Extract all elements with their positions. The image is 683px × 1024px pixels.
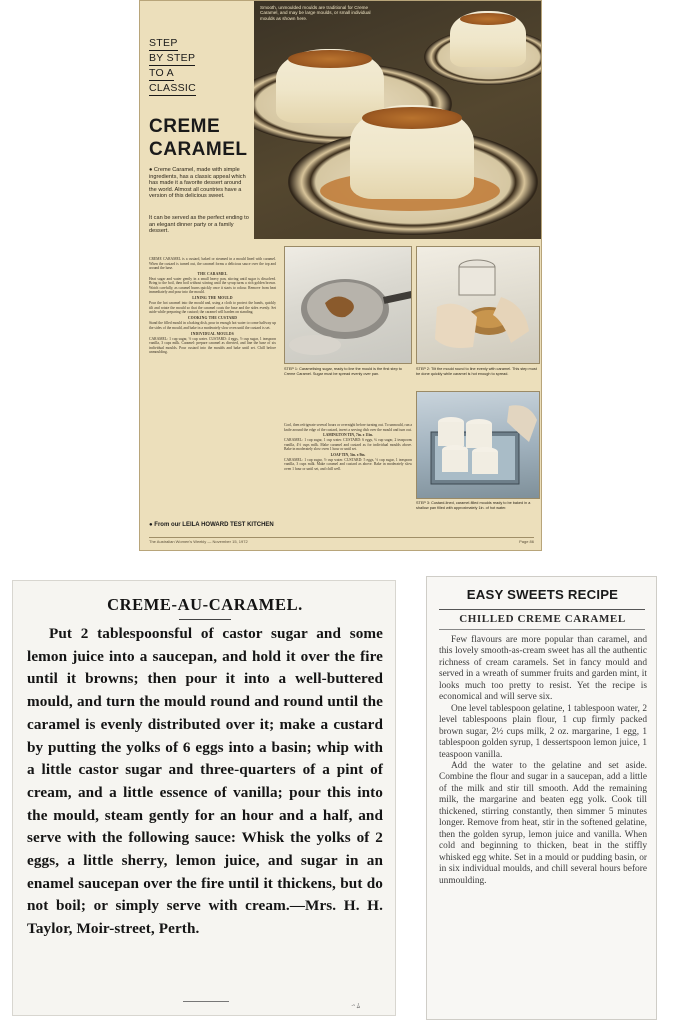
clipping-paragraph: One level tablespoon gelatine, 1 tablespoon water, 2 level tablespoons plain flour, 1 cup firmly packed brown sugar, 2½ cups milk, 2 oz. margarine, 1 egg, 1 tablespoon golden syrup, 1 dessertspoon lemon juice, 1 teaspoon vanilla.	[439, 703, 647, 760]
recipe-text: Heat sugar and water gently in a small heavy pan, stirring until sugar is dissolved. Bring to the boil, then boil without stirring until the syrup turns a rich golden brown. Watch carefully, as caramel burns quickly once it starts to colour. Remove from heat immediately and pour into the mould.	[149, 276, 276, 295]
recipe-text: Cool, then refrigerate several hours or overnight before turning out. To unmould, run a knife around the edge of the custard, invert a serving dish over the mould and turn out.	[284, 423, 412, 432]
step1-photo	[284, 246, 412, 364]
step2-caption: STEP 2: Tilt the mould round to line evenly with caramel. This step must be done quickly while caramel is hot enough to spread.	[416, 367, 537, 376]
magazine-footer	[149, 537, 534, 545]
recipe-subheading: LAMINGTON TIN, 7in. x 11in.	[323, 433, 373, 437]
newspaper-clipping-easy-sweets	[426, 576, 657, 1020]
title-line: CARAMEL	[149, 139, 248, 160]
step-heading-line: TO A	[149, 67, 174, 79]
page-number: Page 86	[519, 539, 534, 544]
step-by-step-heading	[149, 37, 249, 97]
creme-caramel-hero-photo	[254, 1, 542, 239]
title-divider	[439, 609, 645, 610]
recipe-subheading: INDIVIDUAL MOULDS	[190, 331, 235, 336]
newspaper-clipping-creme-au-caramel	[12, 580, 396, 1016]
recipe-text: Stand the filled mould in a baking dish, pour in enough hot water to come halfway up the sides of the mould, and bake in a moderately slow oven until the custard is set.	[149, 321, 276, 330]
recipe-subheading: COOKING THE CUSTARD	[187, 316, 238, 321]
caramel-top-back-left	[288, 50, 372, 68]
step3-photo	[416, 391, 540, 499]
recipe-text: CARAMEL: 1 cup sugar, ½ cup water. CUSTARD: 4 eggs, ½ cup sugar, 1 teaspoon vanilla, 3 cups milk. Caramel: prepare caramel as directed, and line the base of six individual moulds. Pour custard into the moulds and bake until set. Chill before unmoulding.	[149, 336, 276, 355]
step-heading-line: STEP	[149, 37, 178, 49]
clipping-body	[439, 635, 647, 1019]
recipe-text: CARAMEL: 1 cup sugar, ½ cup water. CUSTARD: 5 eggs, ½ cup sugar, 1 teaspoon vanilla, 3 cups milk. Make caramel and custard as above. Bake in moderately slow oven 1 hour or until set, and chill well.	[284, 457, 412, 471]
publication-line: The Australian Women's Weekly — November 15, 1972	[149, 539, 248, 544]
end-divider	[183, 1001, 229, 1002]
test-kitchen-credit: ● From our LEILA HOWARD TEST KITCHEN	[149, 522, 274, 528]
clipping-title: EASY SWEETS RECIPE	[466, 587, 619, 602]
step1-caption: STEP 1: Caramelising sugar, ready to line the mould is the first step to Creme Caramel. Sugar must be spread evenly over pan.	[284, 367, 402, 376]
photo-caption: Smooth, unmoulded moulds are traditional for Creme Caramel, and may be large moulds, or small individual moulds as shown here.	[260, 5, 371, 21]
intro-paragraph: ● Creme Caramel, made with simple ingredients, has a classic appeal which has made it a favorite dessert around the world. Almost all countries have a version of this delicious sweet.	[149, 167, 246, 200]
recipe-intro: CREME CARAMEL is a custard, baked or steamed in a mould lined with caramel. When the custard is turned out, the caramel forms a delicious sauce over the top and around the base.	[149, 257, 276, 270]
magazine-title	[149, 115, 254, 161]
clipping-subtitle: CHILLED CREME CARAMEL	[459, 613, 626, 625]
recipe-middle-column	[284, 423, 412, 515]
title-line: CREME	[149, 116, 221, 137]
recipe-text: Pour the hot caramel into the mould and, using a cloth to protect the hands, quickly tilt and rotate the mould so that the caramel coats the base and the sides evenly. Set aside while preparing the custard; the caramel will harden on standing.	[149, 301, 276, 315]
pan-with-caramel-icon	[285, 247, 412, 364]
smudge-mark-icon: ·ˢ ﾑ	[351, 1002, 361, 1010]
magazine-page	[139, 0, 542, 551]
clipping-title: CREME-AU-CARAMEL.	[107, 595, 303, 614]
recipe-subheading: LOAF TIN, 5in. x 9in.	[330, 452, 366, 457]
title-divider	[179, 619, 231, 620]
recipe-column	[149, 257, 276, 515]
clipping-paragraph: Few flavours are more popular than caramel, and this lovely smooth-as-cream sweet has all the authentic richness of cream caramels. Set in fancy mould and served in a wreath of summer fruits and garden mint, it looks much too pretty to resist. Yet the recipe is economical and will serve six.	[439, 635, 647, 703]
clipping-body: Put 2 tablespoonsful of castor sugar and some lemon juice into a saucepan, and hold it over the fire until it browns; then pour it into a well-buttered mould, and turn the mould round and round until the caramel is evenly distributed over it; make a custard by putting the yolks of 6 eggs into a basin; whip with a little castor sugar and three-quarters of a pint of cream, and a little essence of vanilla; pour this into the mould, steam gently for an hour and a half, and serve with the following sauce: Whisk the yolks of 2 eggs, a little sherry, lemon juice, and sugar in an enamel saucepan over the fire until it thickens, but do not boil; or simply serve with cream.—Mrs. H. H. Taylor, Moir-street, Perth.	[27, 625, 383, 938]
step-heading-line: BY STEP	[149, 52, 196, 64]
intro-paragraph: It can be served as the perfect ending to an elegant dinner party or a family dessert.	[149, 215, 249, 235]
subtitle-divider	[439, 629, 645, 630]
caramel-top-front	[362, 107, 462, 129]
step2-photo	[416, 246, 540, 364]
moulds-in-water-bath-icon	[417, 392, 540, 499]
recipe-subheading: THE CARAMEL	[197, 271, 228, 276]
step-heading-line: CLASSIC	[149, 82, 197, 94]
tilting-mould-icon	[417, 247, 540, 364]
recipe-subheading: LINING THE MOULD	[192, 296, 233, 301]
caramel-top-back-right	[460, 13, 516, 25]
clipping-paragraph: Add the water to the gelatine and set aside. Combine the flour and sugar in a saucepan, add a little of the milk and stir till smooth. Add the remaining milk, the margarine and beaten egg yolk. Cook till thickened, stirring constantly, then simmer 5 minutes longer. Remove from heat, stir in the softened gelatine, then the golden syrup, lemon juice and vanilla. When cold and beginning to thicken, beat in the stiffly whisked egg white. Set in a mould or pudding basin, or in six individual moulds, and chill several hours before unmoulding.	[439, 760, 647, 886]
step3-caption: STEP 3: Custard-lined, caramel-filled moulds ready to be baked in a shallow pan filled with approximately 1in. of hot water.	[416, 501, 531, 510]
recipe-text: CARAMEL: 1 cup sugar, 1 cup water. CUSTARD: 6 eggs, ¾ cup sugar, 2 teaspoons vanilla, 4½ cups milk. Make caramel and custard as for individual moulds above. Bake in moderately slow oven 1 hour or until set.	[284, 438, 412, 452]
